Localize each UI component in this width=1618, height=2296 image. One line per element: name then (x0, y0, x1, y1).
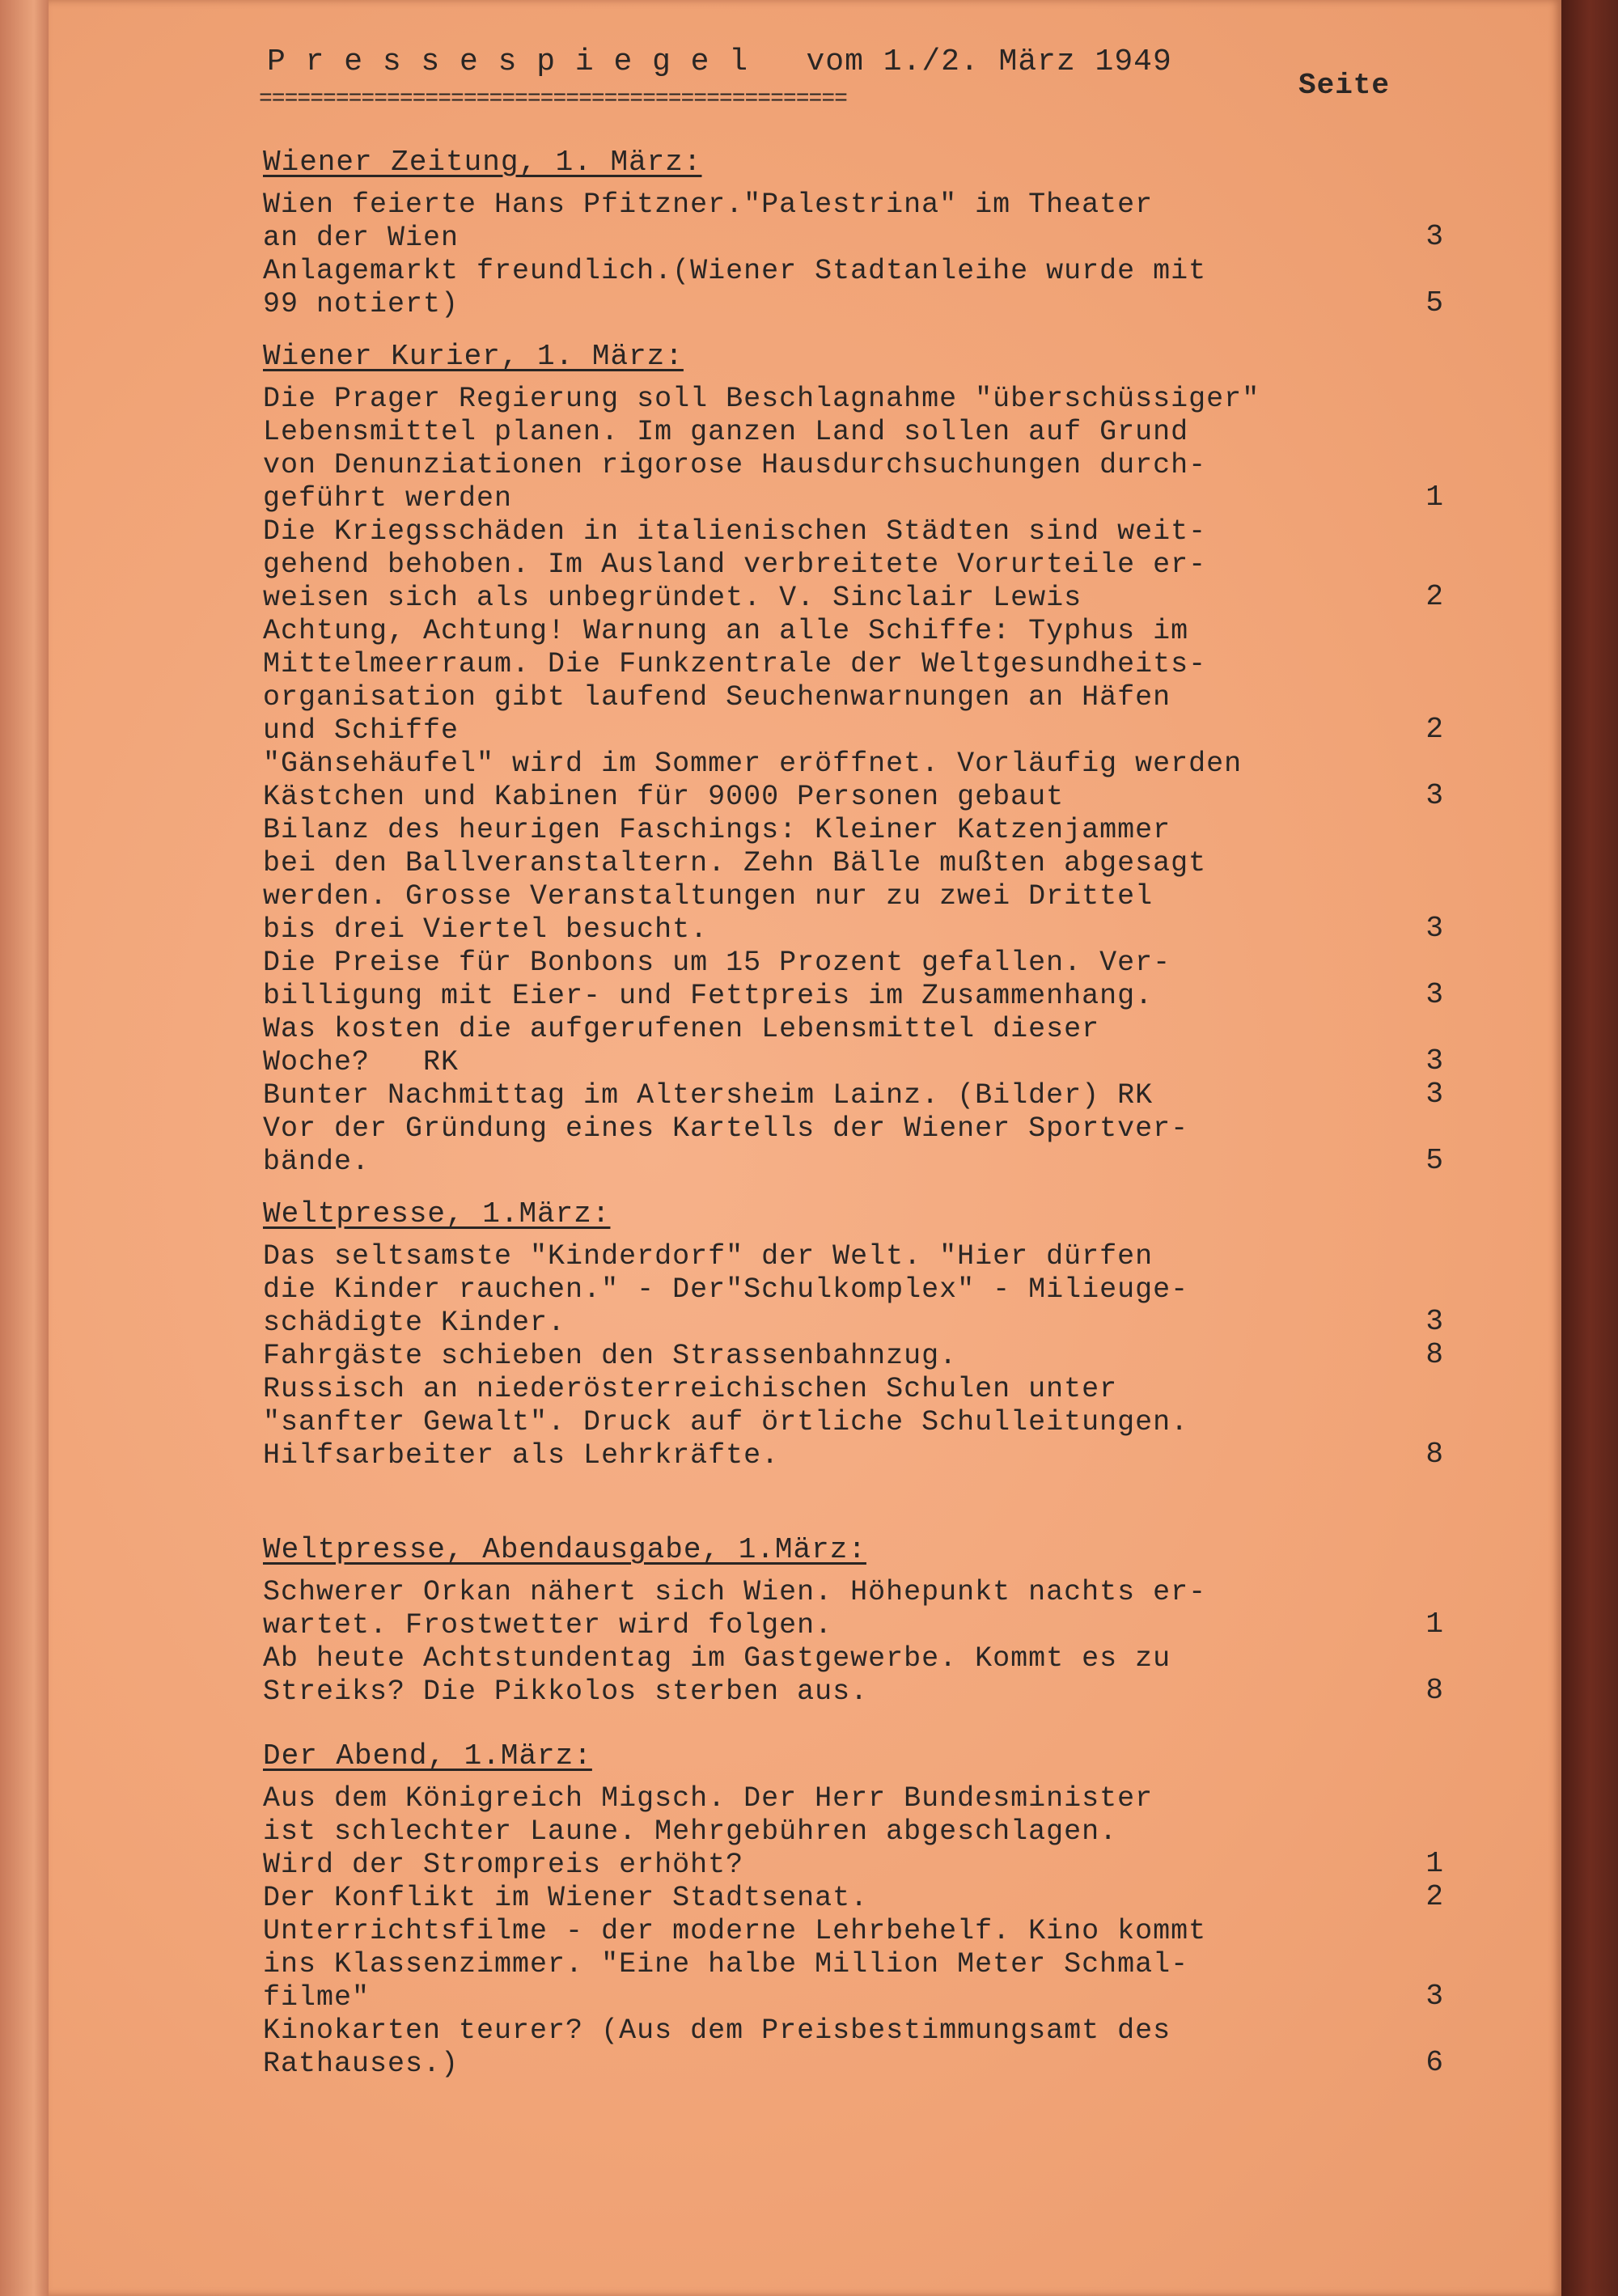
article-line: Unterrichtsfilme - der moderne Lehrbehelf. Kino kommt (263, 1915, 1207, 1947)
article-line: bis drei Viertel besucht. (263, 913, 709, 946)
section-heading: Wiener Kurier, 1. März: (263, 340, 684, 373)
article-entry (263, 1112, 1444, 1179)
article-line: ist schlechter Laune. Mehrgebühren abgeschlagen. (263, 1815, 1118, 1848)
article-line: Die Prager Regierung soll Beschlagnahme "überschüssiger" (263, 383, 1260, 415)
article-line: Russisch an niederösterreichischen Schulen unter (263, 1373, 1118, 1405)
article-line: billigung mit Eier- und Fettpreis im Zusammenhang. (263, 980, 1154, 1012)
article-line: organisation gibt laufend Seuchenwarnungen an Häfen (263, 681, 1171, 714)
article-line: gehend behoben. Im Ausland verbreitete Vorurteile er- (263, 549, 1207, 581)
page-number: 3 (1425, 978, 1444, 1011)
article-line: Woche? RK (263, 1046, 460, 1078)
page-number: 3 (1425, 912, 1444, 945)
page-number: 3 (1425, 779, 1444, 812)
article-line: Der Konflikt im Wiener Stadtsenat. (263, 1882, 869, 1914)
page-number: 3 (1425, 1044, 1444, 1078)
article-entry (263, 255, 1444, 321)
page-number: 1 (1425, 1608, 1444, 1641)
article-line: wartet. Frostwetter wird folgen. (263, 1609, 833, 1642)
page-number: 8 (1425, 1674, 1444, 1707)
article-line: Fahrgäste schieben den Strassenbahnzug. (263, 1340, 958, 1372)
article-line: Achtung, Achtung! Warnung an alle Schiffe: Typhus im (263, 615, 1189, 647)
article-line: Wien feierte Hans Pfitzner."Palestrina" im Theater (263, 189, 1154, 221)
page-number: 3 (1425, 220, 1444, 253)
article-entry (263, 1576, 1444, 1642)
article-line: Die Kriegsschäden in italienischen Städten sind weit- (263, 515, 1207, 548)
article-entry (263, 1642, 1444, 1709)
article-entry (263, 515, 1444, 615)
page-number: 6 (1425, 2046, 1444, 2079)
article-line: Die Preise für Bonbons um 15 Prozent gefallen. Ver- (263, 947, 1171, 979)
article-entry (263, 1240, 1444, 1340)
article-line: schädigte Kinder. (263, 1307, 566, 1339)
article-line: Ab heute Achtstundentag im Gastgewerbe. Kommt es zu (263, 1642, 1171, 1675)
article-line: Kästchen und Kabinen für 9000 Personen gebaut (263, 781, 1065, 813)
article-line: von Denunziationen rigorose Hausdurchsuchungen durch- (263, 449, 1207, 481)
article-line: weisen sich als unbegründet. V. Sinclair Lewis (263, 582, 1082, 614)
article-entry (263, 814, 1444, 947)
article-entry (263, 748, 1444, 814)
page-number: 8 (1425, 1438, 1444, 1471)
section-heading: Wiener Zeitung, 1. März: (263, 146, 702, 179)
article-line: Streiks? Die Pikkolos sterben aus. (263, 1675, 869, 1708)
article-line: und Schiffe (263, 714, 460, 747)
article-entry (263, 615, 1444, 748)
article-line: Was kosten die aufgerufenen Lebensmittel dieser (263, 1013, 1100, 1045)
page-number: 2 (1425, 580, 1444, 613)
page-number: 3 (1425, 1305, 1444, 1338)
article-entry (263, 189, 1444, 255)
article-line: bände. (263, 1146, 371, 1178)
article-entry (263, 1915, 1444, 2014)
article-line: Schwerer Orkan nähert sich Wien. Höhepunkt nachts er- (263, 1576, 1207, 1608)
page-number: 2 (1425, 1880, 1444, 1913)
article-line: "sanfter Gewalt". Druck auf örtliche Schulleitungen. (263, 1406, 1189, 1438)
page-number: 5 (1425, 1144, 1444, 1177)
article-line: Bilanz des heurigen Faschings: Kleiner Katzenjammer (263, 814, 1171, 846)
article-entry (263, 1880, 1444, 1915)
newspaper-section (263, 1533, 1444, 1709)
article-entry (263, 1782, 1444, 1882)
article-entry (263, 1078, 1444, 1112)
article-entry (263, 1373, 1444, 1472)
newspaper-section (263, 1197, 1444, 1472)
article-line: Wird der Strompreis erhöht? (263, 1849, 744, 1881)
article-line: Anlagemarkt freundlich.(Wiener Stadtanleihe wurde mit (263, 255, 1207, 287)
newspaper-section (263, 146, 1444, 321)
article-line: "Gänsehäufel" wird im Sommer eröffnet. Vorläufig werden (263, 748, 1243, 780)
article-entry (263, 383, 1444, 515)
page-number: 8 (1425, 1338, 1444, 1371)
article-line: an der Wien (263, 222, 460, 254)
article-line: Rathauses.) (263, 2048, 460, 2080)
section-heading: Weltpresse, 1.März: (263, 1197, 611, 1231)
article-line: Aus dem Königreich Migsch. Der Herr Bundesminister (263, 1782, 1154, 1815)
section-heading: Der Abend, 1.März: (263, 1739, 592, 1773)
article-line: ins Klassenzimmer. "Eine halbe Million Meter Schmal- (263, 1948, 1189, 1980)
newspaper-section (263, 340, 1444, 1179)
article-line: Kinokarten teurer? (Aus dem Preisbestimmungsamt des (263, 2014, 1171, 2047)
page-title: P r e s s e s p i e g e l vom 1./2. März 1949 (267, 44, 1172, 79)
page-number: 3 (1425, 1980, 1444, 2013)
title-underline-rule: ============================================== (259, 87, 847, 112)
article-line: bei den Ballveranstaltern. Zehn Bälle mußten abgesagt (263, 847, 1207, 879)
page-number: 5 (1425, 286, 1444, 320)
article-line: geführt werden (263, 482, 513, 515)
article-line: die Kinder rauchen." - Der"Schulkomplex" - Milieuge- (263, 1273, 1189, 1306)
article-entry (263, 1013, 1444, 1079)
article-line: Das seltsamste "Kinderdorf" der Welt. "Hier dürfen (263, 1240, 1154, 1273)
article-entry (263, 1338, 1444, 1373)
article-line: werden. Grosse Veranstaltungen nur zu zwei Drittel (263, 880, 1154, 913)
page-column-label: Seite (1298, 69, 1391, 102)
page-number: 2 (1425, 713, 1444, 746)
article-entry (263, 947, 1444, 1013)
article-line: Vor der Gründung eines Kartells der Wiener Sportver- (263, 1112, 1189, 1145)
page-right-edge (1561, 0, 1618, 2296)
article-line: filme" (263, 1981, 371, 2014)
page-number: 3 (1425, 1078, 1444, 1111)
article-line: Lebensmittel planen. Im ganzen Land sollen auf Grund (263, 416, 1189, 448)
article-line: Mittelmeerraum. Die Funkzentrale der Weltgesundheits- (263, 648, 1207, 680)
newspaper-section (263, 1739, 1444, 2081)
page-number: 1 (1425, 481, 1444, 514)
article-line: Bunter Nachmittag im Altersheim Lainz. (Bilder) RK (263, 1079, 1154, 1112)
page-header (218, 44, 1529, 117)
article-line: 99 notiert) (263, 288, 460, 320)
article-entry (263, 2014, 1444, 2081)
page-number: 1 (1425, 1847, 1444, 1880)
article-line: Hilfsarbeiter als Lehrkräfte. (263, 1439, 780, 1472)
section-heading: Weltpresse, Abendausgabe, 1.März: (263, 1533, 866, 1566)
